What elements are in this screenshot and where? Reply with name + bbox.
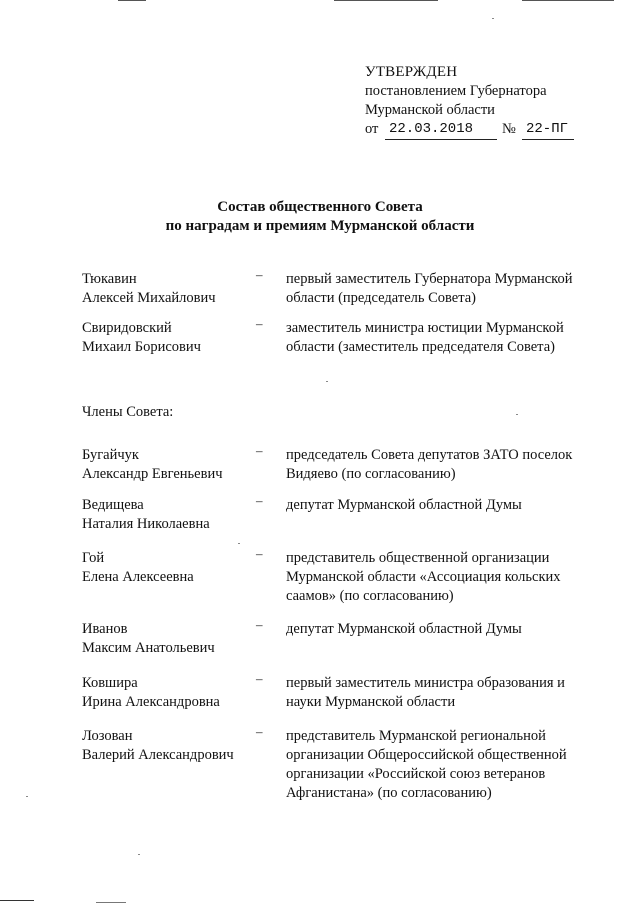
separator-dash: – xyxy=(256,493,263,508)
person-given-name: Максим Анатольевич xyxy=(82,640,215,656)
person-given-name: Михаил Борисович xyxy=(82,339,201,355)
person-name xyxy=(82,270,257,308)
role-line: организации Общероссийской общественной xyxy=(286,747,567,763)
person-role xyxy=(286,674,612,712)
person-given-name: Елена Алексеевна xyxy=(82,569,194,585)
approval-line-decree: постановлением Губернатора xyxy=(365,83,547,99)
role-line: представитель общественной организации xyxy=(286,550,550,566)
role-line: депутат Мурманской областной Думы xyxy=(286,497,522,513)
person-name xyxy=(82,319,257,357)
scan-speck xyxy=(138,854,140,855)
person-name xyxy=(82,674,257,712)
person-name xyxy=(82,727,257,765)
role-line: области (заместитель председателя Совета) xyxy=(286,339,555,355)
person-role xyxy=(286,446,612,484)
person-surname: Тюкавин xyxy=(82,271,137,287)
scan-artifact-bottom-left xyxy=(0,900,34,901)
separator-dash: – xyxy=(256,267,263,282)
role-line: саамов» (по согласованию) xyxy=(286,588,454,604)
scan-artifact-top-center xyxy=(334,0,438,1)
members-section-label: Члены Совета: xyxy=(82,404,174,420)
role-line: депутат Мурманской областной Думы xyxy=(286,621,522,637)
document-title xyxy=(0,198,640,236)
scan-speck xyxy=(26,796,28,797)
role-line: науки Мурманской области xyxy=(286,694,456,710)
person-role xyxy=(286,727,612,803)
role-line: области (председатель Совета) xyxy=(286,290,476,306)
role-line: Мурманской области «Ассоциация кольских xyxy=(286,569,561,585)
decree-number: 22-ПГ xyxy=(522,120,574,140)
role-line: заместитель министра юстиции Мурманской xyxy=(286,320,564,336)
person-given-name: Валерий Александрович xyxy=(82,747,234,763)
person-role xyxy=(286,270,612,308)
number-sign: № xyxy=(502,121,516,137)
approval-date: 22.03.2018 xyxy=(385,120,497,140)
scan-artifact-top-right xyxy=(522,0,614,1)
separator-dash: – xyxy=(256,671,263,686)
scan-artifact-bottom-left-2 xyxy=(96,902,126,903)
person-given-name: Алексей Михайлович xyxy=(82,290,216,306)
person-surname: Гой xyxy=(82,550,105,566)
person-surname: Ведищева xyxy=(82,497,144,513)
scan-speck xyxy=(238,543,240,544)
person-surname: Ковшира xyxy=(82,675,138,691)
person-given-name: Александр Евгеньевич xyxy=(82,466,223,482)
person-role xyxy=(286,496,612,515)
separator-dash: – xyxy=(256,617,263,632)
person-name xyxy=(82,446,257,484)
approval-block xyxy=(365,63,605,142)
scan-speck xyxy=(516,414,518,415)
person-name xyxy=(82,496,257,534)
person-surname: Свиридовский xyxy=(82,320,172,336)
separator-dash: – xyxy=(256,724,263,739)
title-line-1: Состав общественного Совета xyxy=(217,199,423,215)
approval-heading: УТВЕРЖДЕН xyxy=(365,64,458,80)
person-name xyxy=(82,549,257,587)
role-line: Афганистана» (по согласованию) xyxy=(286,785,492,801)
person-given-name: Ирина Александровна xyxy=(82,694,220,710)
scan-speck xyxy=(326,381,328,382)
date-prefix: от xyxy=(365,121,379,137)
separator-dash: – xyxy=(256,443,263,458)
scan-speck xyxy=(492,18,494,19)
role-line: первый заместитель министра образования и xyxy=(286,675,565,691)
approval-date-row xyxy=(365,120,605,142)
role-line: председатель Совета депутатов ЗАТО поселок xyxy=(286,447,573,463)
person-role xyxy=(286,549,612,606)
person-surname: Лозован xyxy=(82,728,133,744)
scan-artifact-top-left xyxy=(118,0,146,1)
role-line: Видяево (по согласованию) xyxy=(286,466,456,482)
person-surname: Иванов xyxy=(82,621,128,637)
role-line: организации «Российской союз ветеранов xyxy=(286,766,546,782)
person-role xyxy=(286,620,612,639)
title-line-2: по наградам и премиям Мурманской области xyxy=(165,218,475,234)
person-surname: Бугайчук xyxy=(82,447,139,463)
role-line: представитель Мурманской региональной xyxy=(286,728,546,744)
person-name xyxy=(82,620,257,658)
separator-dash: – xyxy=(256,546,263,561)
person-given-name: Наталия Николаевна xyxy=(82,516,210,532)
approval-line-region: Мурманской области xyxy=(365,102,495,118)
separator-dash: – xyxy=(256,316,263,331)
person-role xyxy=(286,319,612,357)
role-line: первый заместитель Губернатора Мурманской xyxy=(286,271,573,287)
